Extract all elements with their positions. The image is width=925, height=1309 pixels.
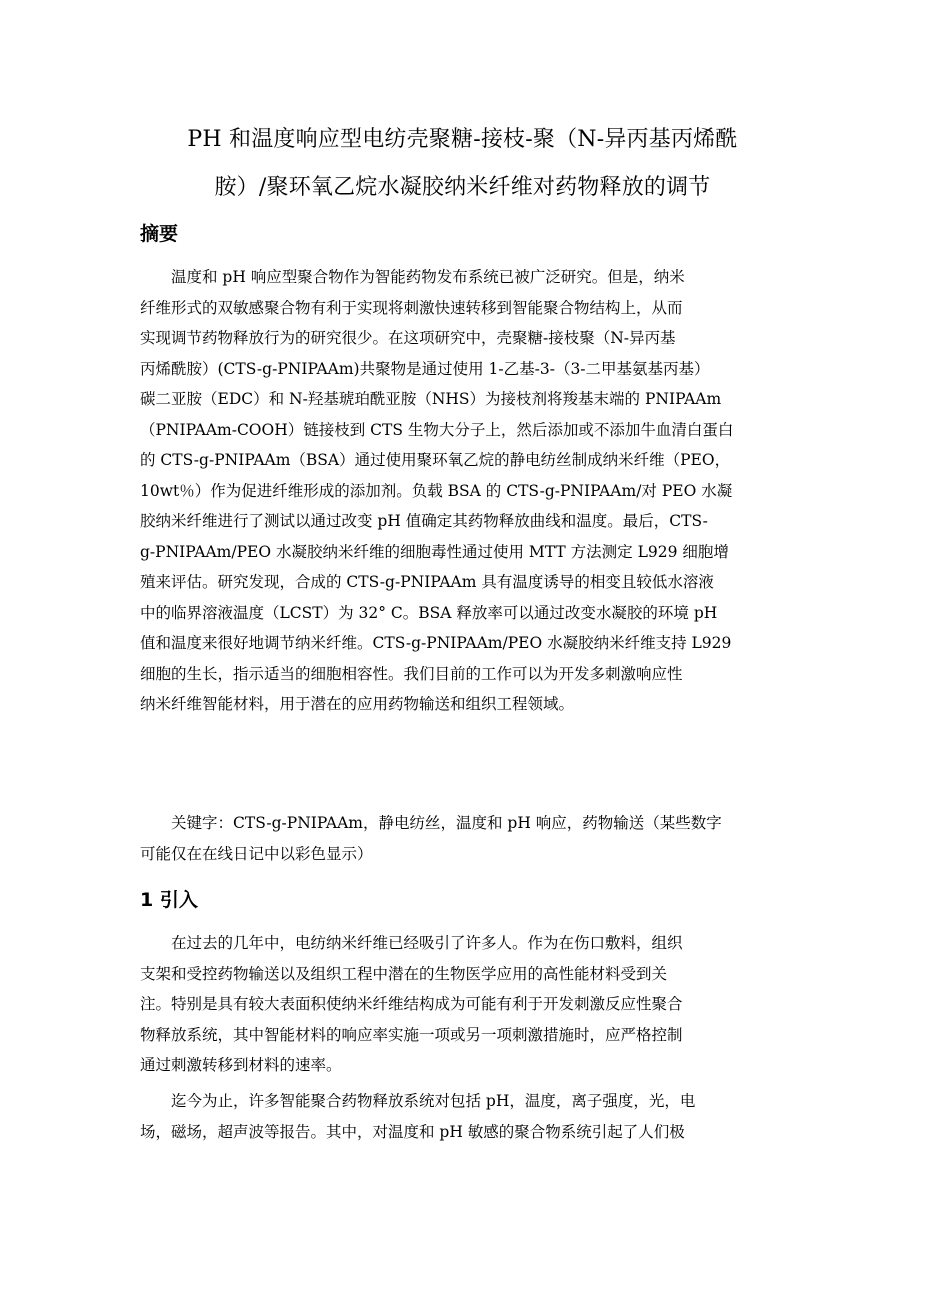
intro-line: 场，磁场，超声波等报告。其中，对温度和 pH 敏感的聚合物系统引起了人们极 <box>140 1122 685 1141</box>
keywords-line: 可能仅在在线日记中以彩色显示） <box>140 844 373 863</box>
paper-title <box>140 116 785 212</box>
abstract-line: 胶纳米纤维进行了测试以通过改变 pH 值确定其药物释放曲线和温度。最后，CTS- <box>140 512 708 530</box>
abstract-line: 碳二亚胺（EDC）和 N-羟基琥珀酰亚胺（NHS）为接枝剂将羧基末端的 PNIPAAm <box>140 390 722 408</box>
intro-line: 在过去的几年中，电纺纳米纤维已经吸引了许多人。作为在伤口敷料，组织 <box>171 934 683 952</box>
intro-heading: 1 引入 <box>140 889 198 911</box>
intro-line: 迄今为止，许多智能聚合药物释放系统对包括 pH，温度，离子强度，光，电 <box>171 1092 696 1110</box>
abstract-line: 温度和 pH 响应型聚合物作为智能药物发布系统已被广泛研究。但是，纳米 <box>171 268 685 286</box>
abstract-line: 丙烯酰胺）(CTS-g-PNIPAAm)共聚物是通过使用 1-乙基-3-（3-二甲基氨基丙基） <box>140 359 710 378</box>
abstract-line: 中的临界溶液温度（LCST）为 32° C。BSA 释放率可以通过改变水凝胶的环境 pH <box>140 603 718 622</box>
title-line: 胺）/聚环氧乙烷水凝胶纳米纤维对药物释放的调节 <box>214 175 711 200</box>
abstract-line: 细胞的生长，指示适当的细胞相容性。我们目前的工作可以为开发多刺激响应性 <box>140 664 683 683</box>
abstract-line: 纤维形式的双敏感聚合物有利于实现将刺激快速转移到智能聚合物结构上，从而 <box>140 298 683 317</box>
keywords-line: 关键字：CTS-g-PNIPAAm，静电纺丝，温度和 pH 响应，药物输送（某些数字 <box>171 814 722 832</box>
keywords-paragraph <box>140 808 790 869</box>
abstract-paragraph <box>140 262 790 720</box>
abstract-line: g-PNIPAAm/PEO 水凝胶纳米纤维的细胞毒性通过使用 MTT 方法测定 L929 细胞增 <box>140 542 729 561</box>
intro-line: 通过刺激转移到材料的速率。 <box>140 1056 342 1074</box>
intro-paragraph-2 <box>140 1086 790 1147</box>
abstract-line: （PNIPAAm-COOH）链接枝到 CTS 生物大分子上，然后添加或不添加牛血清白蛋白 <box>140 420 734 439</box>
abstract-line: 殖来评估。研究发现，合成的 CTS-g-PNIPAAm 具有温度诱导的相变且较低水溶液 <box>140 573 714 591</box>
abstract-line: 实现调节药物释放行为的研究很少。在这项研究中，壳聚糖-接枝聚（N-异丙基 <box>140 329 676 347</box>
abstract-line: 的 CTS-g-PNIPAAm（BSA）通过使用聚环氧乙烷的静电纺丝制成纳米纤维（PEO， <box>140 451 731 469</box>
intro-line: 物释放系统，其中智能材料的响应率实施一项或另一项刺激措施时，应严格控制 <box>140 1025 683 1044</box>
title-line: PH 和温度响应型电纺壳聚糖-接枝-聚（N-异丙基丙烯酰 <box>187 127 738 152</box>
abstract-line: 纳米纤维智能材料，用于潜在的应用药物输送和组织工程领域。 <box>140 695 575 713</box>
intro-paragraph-1 <box>140 928 790 1081</box>
intro-line: 注。特别是具有较大表面积使纳米纤维结构成为可能有利于开发刺激反应性聚合 <box>140 995 683 1013</box>
abstract-line: 10wt％）作为促进纤维形成的添加剂。负载 BSA 的 CTS-g-PNIPAAm/对 PEO 水凝 <box>140 481 733 500</box>
abstract-line: 值和温度来很好地调节纳米纤维。CTS-g-PNIPAAm/PEO 水凝胶纳米纤维支持 L929 <box>140 634 732 652</box>
abstract-heading: 摘要 <box>140 223 179 245</box>
intro-line: 支架和受控药物输送以及组织工程中潜在的生物医学应用的高性能材料受到关 <box>140 964 668 983</box>
